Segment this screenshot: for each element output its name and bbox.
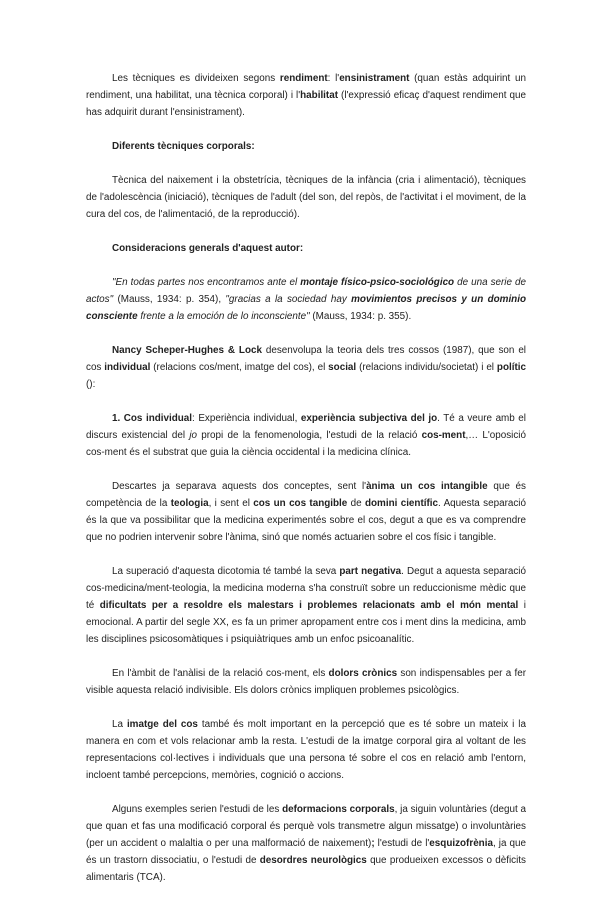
paragraph-chronic-pain: [86, 665, 526, 699]
paragraph-techniques-list: [86, 172, 526, 223]
text-run: deformacions corporals: [282, 804, 395, 815]
text-run: imatge del cos: [126, 719, 198, 730]
text-run: Alguns exemples serien l'estudi de les: [112, 804, 283, 815]
text-run: . Aquesta separació és la que va possibilitar que la medicina experimentés sobre el cos, degut a que es va comprendre que no podrien intervenir sobre l'ànima, sinó que només actuarien sobre el cos físic i tangible.: [86, 498, 526, 543]
text-run: (l'expressió eficaç d'aquest rendiment que has adquirit durant l'ensinistrament).: [86, 90, 526, 118]
text-run: , i sent el: [208, 498, 254, 509]
text-run: (relacions cos/ment, imatge del cos), el: [150, 362, 329, 373]
text-run: Tècnica del naixement i la obstetrícia, tècniques de la infància (cria i alimentació), tècniques de l'adolescència (iniciació), tècniques de l'adult (del son, del repòs, de l'activitat i el moviment, de la cura del cos, de l'alimentació, de la reproducció).: [86, 175, 526, 220]
text-run: : l': [327, 73, 340, 84]
text-run: desordres neurològics: [259, 855, 367, 866]
paragraph-rendiment: [86, 70, 526, 121]
paragraph-negative-part: [86, 563, 526, 648]
text-run: son indispensables per a fer visible aquesta relació indivisible. Els dolors crònics impliquen problemes psicològics.: [86, 668, 526, 696]
text-run: de una serie de actos": [86, 277, 526, 305]
text-run: movimientos precisos y un dominio consciente: [86, 294, 526, 322]
text-run: també és molt important en la percepció que es té sobre un mateix i la manera en com et vols relacionar amb la resta. L'estudi de la imatge corporal gira al voltant de les representacions col·lectives i individuals que una persona té sobre el cos en relació amb l'entorn, incloent també percepcions, memòries, cognició o accions.: [86, 719, 526, 781]
text-run: (quan estàs adquirint un rendiment, una habilitat, una tècnica corporal) i l': [86, 73, 526, 101]
paragraph-descartes: [86, 478, 526, 546]
text-run: ànima un cos intangible: [366, 481, 488, 492]
text-run: ensinistrament: [339, 73, 410, 84]
text-run: que produeixen excessos o dèficits alimentaris (TCA).: [86, 855, 526, 883]
text-run: , ja que és un trastorn dissociatiu, o l'estudi de: [86, 838, 526, 866]
text-run: . Degut a aquesta separació cos-medicina/ment-teologia, la medicina moderna s'ha construït sobre un reduccionisme mèdic que té: [86, 566, 526, 611]
text-run: dolors crònics: [328, 668, 398, 679]
text-run: dificultats per a resoldre els malestars i problemes relacionats amb el món mental: [99, 600, 519, 611]
text-run: jo: [189, 430, 197, 441]
document-body: [86, 70, 526, 903]
text-run: (relacions individu/societat) i el: [356, 362, 497, 373]
text-run: domini científic: [364, 498, 439, 509]
text-run: (Mauss, 1934: p. 355).: [309, 311, 412, 322]
text-run: : Experiència individual,: [192, 413, 301, 424]
paragraph-examples: [86, 801, 526, 886]
paragraph-individual-body: [86, 410, 526, 461]
text-run: "gracias a la sociedad hay: [225, 294, 352, 305]
text-run: Descartes ja separava aquests dos conceptes, sent l': [112, 481, 367, 492]
text-run: part negativa: [339, 566, 402, 577]
text-run: experiència subjectiva del jo: [300, 413, 438, 424]
text-run: cos-ment: [421, 430, 466, 441]
text-run: habilitat: [300, 90, 338, 101]
paragraph-mauss-quotes: [86, 274, 526, 325]
text-run: La: [112, 719, 127, 730]
text-run: teologia: [170, 498, 209, 509]
text-run: ():: [86, 379, 96, 390]
text-run: cos un cos tangible: [253, 498, 348, 509]
text-run: l'estudi de l': [374, 838, 430, 849]
text-run: "En todas partes nos encontramos ante el: [112, 277, 301, 288]
text-run: de: [347, 498, 365, 509]
text-run: (Mauss, 1934: p. 354),: [113, 294, 226, 305]
text-run: que és competència de la: [86, 481, 526, 509]
text-run: i emocional. A partir del segle XX, es fa un primer apropament entre cos i ment dins la medicina, amb les disciplines psicosomàtiques i psiquiàtriques amb un enfoc psicoanalític.: [86, 600, 527, 645]
text-run: individual: [104, 362, 151, 373]
text-run: . Té a veure amb el discurs existencial del: [86, 413, 526, 441]
text-run: En l'àmbit de l'anàlisi de la relació cos-ment, els: [112, 668, 329, 679]
text-run: La superació d'aquesta dicotomia té també la seva: [112, 566, 340, 577]
heading-considerations: Consideracions generals d'aquest autor:: [112, 243, 304, 254]
text-run: ;: [371, 838, 375, 849]
text-run: 1. Cos individual: [112, 413, 193, 424]
text-run: desenvolupa la teoria dels tres cossos (1987), que son el cos: [86, 345, 526, 373]
text-run: Nancy Scheper-Hughes & Lock: [112, 345, 262, 356]
text-run: Les tècniques es divideixen segons: [112, 73, 280, 84]
text-run: ,… L'oposició cos-ment és el substrat que guia la ciència occidental i la medicina clínica.: [86, 430, 526, 458]
text-run: rendiment: [279, 73, 328, 84]
paragraph-three-bodies: [86, 342, 526, 393]
text-run: social: [328, 362, 357, 373]
text-run: montaje físico-psico-sociológico: [300, 277, 455, 288]
paragraph-body-image: [86, 716, 526, 784]
text-run: frente a la emoción de lo inconsciente": [137, 311, 310, 322]
text-run: esquizofrènia: [429, 838, 493, 849]
text-run: polític: [496, 362, 526, 373]
text-run: , ja siguin voluntàries (degut a que quan et fas una modificació corporal és perquè vols transmetre algun missatge) o involuntàries (per un accident o malaltia o per una malformació de naixement): [86, 804, 527, 849]
text-run: propi de la fenomenologia, l'estudi de la relació: [197, 430, 422, 441]
heading-techniques: Diferents tècniques corporals:: [112, 141, 255, 152]
